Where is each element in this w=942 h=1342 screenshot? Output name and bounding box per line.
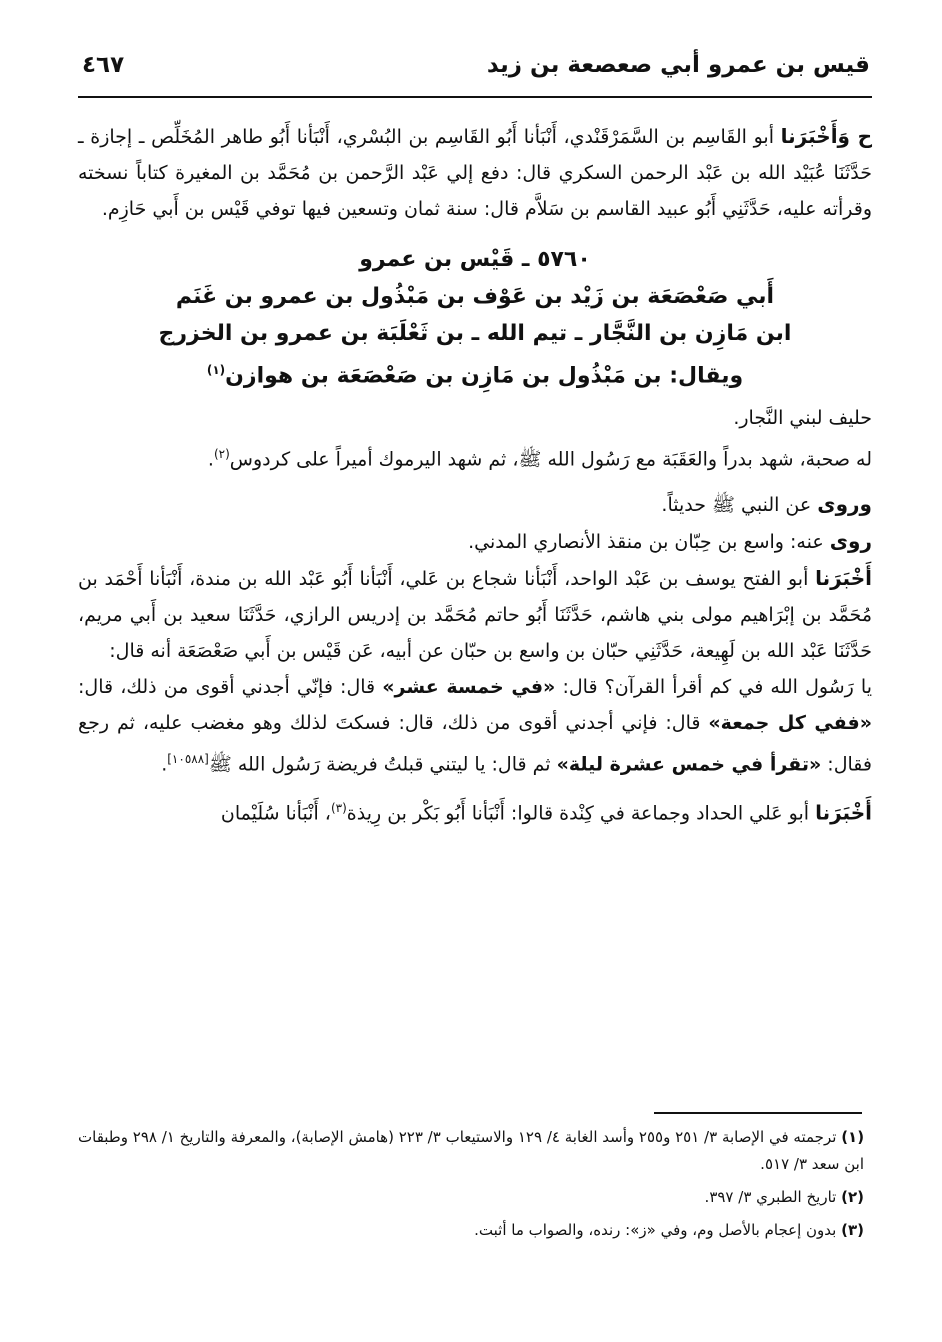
biography-heading <box>78 241 872 394</box>
footnote-number: (٣) <box>841 1221 864 1239</box>
footnote-ref-1: (١) <box>206 363 226 377</box>
footnote-2 <box>78 1184 864 1211</box>
entry-lineage-line-2: أَبي صَعْصَعَة بن زَيْد بن عَوْف بن مَبْذُول بن عمرو بن غَنَم <box>175 284 775 309</box>
hadith-quote-1: «في خمسة عشر» <box>382 675 556 698</box>
hadith-text-d: ثم قال: يا ليتني قبلتُ فريضة رَسُول الله ﷺ <box>208 752 551 775</box>
footnote-ref-3: (٣) <box>330 800 347 815</box>
paragraph-text-cont: ، أَنْبَأنا سُلَيْمان <box>220 802 331 825</box>
footnote-text: ترجمته في الإصابة ٣/ ٢٥١ و٢٥٥ وأسد الغابة ٤/ ١٢٩ والاستيعاب ٣/ ٢٢٣ (هامش الإصابة)، والمعرفة والتاريخ ١/ ٢٩٨ وطبقات ابن سعد ٣/ ٥١٧. <box>78 1128 864 1173</box>
paragraph-text: له صحبة، شهد بدراً والعَقَبَة مع رَسُول الله ﷺ، ثم شهد اليرموك أميراً على كردوس <box>229 448 872 471</box>
paragraph-narrated <box>78 486 872 523</box>
paragraph-text: أبو عَلي الحداد وجماعة في كِنْدة قالوا: أَنْبَأنا أَبُو بَكْر بن رِيذة <box>346 802 810 825</box>
paragraph-hadith <box>78 669 872 782</box>
main-text <box>78 118 872 831</box>
footnote-number: (١) <box>841 1128 865 1146</box>
entry-lineage-line-4 <box>78 352 872 394</box>
entry-number-name: ٥٧٦٠ ـ قَيْس بن عمرو <box>359 247 591 272</box>
hadith-quote-3: «تقرأ في خمس عشرة ليلة» <box>556 752 822 775</box>
footnotes <box>78 1124 864 1250</box>
paragraph-lead: أَخْبَرَنا <box>815 800 872 825</box>
paragraph-isnad-2 <box>78 560 872 669</box>
hadith-text-b: قال: فإنّي أجدني أقوى من ذلك، قال: <box>78 675 376 698</box>
paragraph-lead: وروى <box>817 491 872 516</box>
page-number: ٤٦٧ <box>82 52 125 78</box>
paragraph-text: عنه: واسع بن حِبّان بن منقذ الأنصاري المدني. <box>468 530 824 553</box>
header-title: قيس بن عمرو أبي صعصعة بن زيد <box>486 52 870 78</box>
paragraph-ally: حليف لبني النَّجار. <box>733 407 872 430</box>
paragraph-isnad-3 <box>78 790 872 831</box>
paragraph-end: . <box>207 448 214 471</box>
entry-lineage-line-3: ابن مَازِن بن النَّجَّار ـ تيم الله ـ بن ثَعْلَبَة بن عمرو بن الخزرج <box>158 321 792 346</box>
footnote-1 <box>78 1124 864 1178</box>
paragraph-narrator <box>78 523 872 560</box>
footnote-text: بدون إعجام بالأصل وم، وفي «ز»: رنده، والصواب ما أثبت. <box>474 1221 837 1239</box>
hadith-text-a: يا رَسُول الله في كم أقرأ القرآن؟ قال: <box>562 675 872 698</box>
paragraph-companionship <box>78 436 872 477</box>
hadith-number: [١٠٥٨٨] <box>167 751 209 766</box>
paragraph-end: . <box>161 752 168 775</box>
paragraph-lead: أَخْبَرَنا <box>815 565 872 590</box>
footnote-ref-2: (٢) <box>213 447 230 462</box>
header-rule <box>78 96 872 98</box>
footnote-3 <box>78 1217 864 1244</box>
paragraph-isnad-1 <box>78 118 872 227</box>
paragraph-text: أبو القَاسِم بن السَّمَرْقَنْدي، أَنْبَأنا أَبُو القَاسِم بن البُسْري، أَنْبَأنا أَبُو طاهر المُخَلِّص ـ إجازة ـ حَدَّثَنَا عُبَيْد الله بن عَبْد الرحمن السكري قال: دفع إلي عَبْد الرَّحمن بن مُحَمَّد بن المغيرة كتاباً نسخته وقرأته عليه، حَدَّثَنِي أَبُو عبيد القاسم بن سَلاَّم قال: سنة ثمان وتسعين فيها توفي قَيْس بن أَبي حَازِم. <box>78 126 872 220</box>
paragraph-lead: ح وَأَخْبَرَنا <box>780 124 872 148</box>
footnote-number: (٢) <box>841 1188 864 1206</box>
paragraph-lead: روى <box>829 528 872 553</box>
footnote-text: تاريخ الطبري ٣/ ٣٩٧. <box>704 1188 837 1206</box>
paragraph-text: عن النبي ﷺ حديثاً. <box>661 493 812 516</box>
footnote-separator <box>654 1112 862 1114</box>
hadith-quote-2: «ففي كل جمعة» <box>708 711 873 734</box>
paragraph-text: أبو الفتح يوسف بن عَبْد الواحد، أَنْبَأنا شجاع بن عَلي، أَنْبَأنا أَبُو عَبْد الله بن مندة، أَنْبَأنا أَحْمَد بن مُحَمَّد بن إبْرَاهيم مولى بني هاشم، حَدَّثَنَا أَبُو حاتم مُحَمَّد بن إدريس الرازي، حَدَّثَنَا سعيد بن أَبي مريم، حَدَّثَنَا عَبْد الله بن لَهِيعة، حَدَّثَنِي حبّان بن واسع بن حبّان عن أبيه، عَن قَيْس بن أَبي صَعْصَعَة أنه قال: <box>78 567 872 662</box>
running-header <box>82 52 870 88</box>
hadith-text-c: قال: فإني أجدني أقوى من ذلك، قال: فسكتَ لذلك وهو مغضب عليه، ثم رجع فقال: <box>78 711 872 775</box>
entry-line-text: ويقال: بن مَبْذُول بن مَازِن بن صَعْصَعَة بن هوازن <box>225 363 744 389</box>
